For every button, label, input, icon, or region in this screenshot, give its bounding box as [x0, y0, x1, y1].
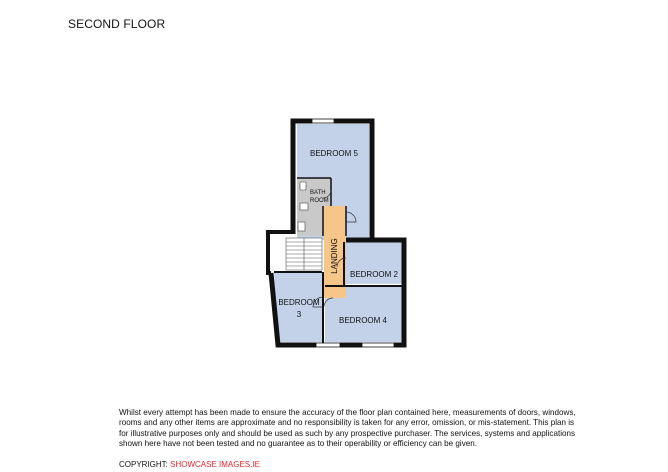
bathroom-label-line1: BATH: [310, 190, 326, 196]
bedroom-3-area: [274, 273, 323, 342]
staircase: [286, 238, 322, 270]
bedroom-4-label: BEDROOM 4: [338, 316, 388, 325]
bedroom-5-label: BEDROOM 5: [309, 149, 359, 158]
copyright-brand: SHOWCASE IMAGES.IE: [170, 460, 260, 469]
disclaimer-text: Whilst every attempt has been made to ensure the accuracy of the floor plan contained here, measurements of doors, windows, rooms and any other items are approximate and no responsibility is taken for any error, omission, or mis-statement. This plan is for illustrative purposes only and should be used as such by any prospective purchaser. The services, systems and applications shown here have not been tested and no guarantee as to their operability or efficiency can be given.: [119, 408, 576, 449]
copyright: [119, 460, 260, 469]
bathroom-label-line2: ROOM: [310, 198, 329, 204]
floor-title: SECOND FLOOR: [68, 17, 166, 31]
bedroom-2-label: BEDROOM 2: [349, 270, 399, 279]
bedroom-3-label-line1: BEDROOM: [278, 298, 320, 307]
copyright-label: COPYRIGHT:: [119, 460, 171, 469]
bedroom-3-label-line2: 3: [296, 310, 302, 319]
landing-label: LANDING: [330, 238, 339, 274]
